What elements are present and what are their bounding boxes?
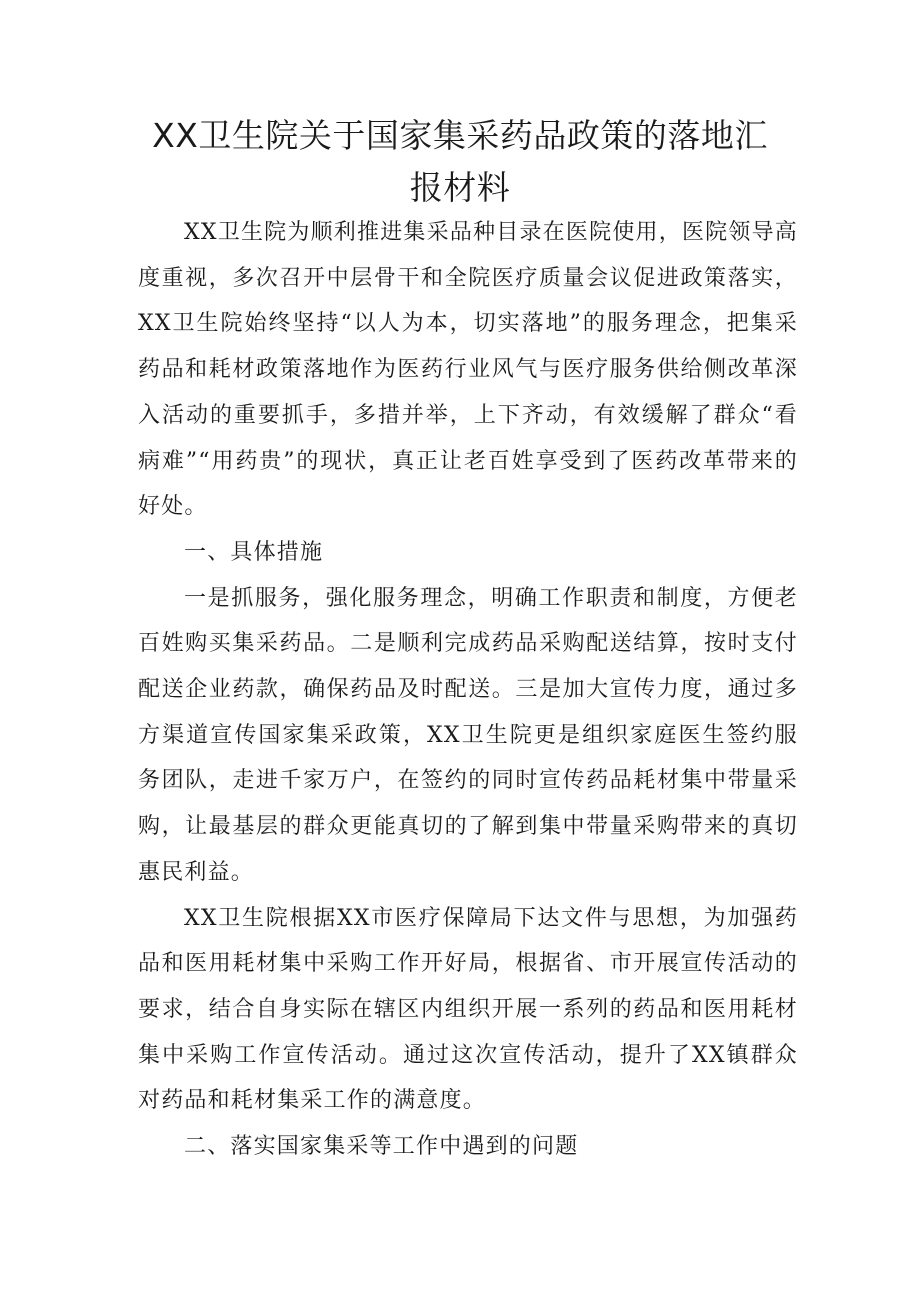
measures-paragraph: 一是抓服务，强化服务理念，明确工作职责和制度，方便老百姓购买集采药品。二是顺利完成药品采购配送结算，按时支付配送企业药款，确保药品及时配送。三是加大宣传力度，通过多方渠道宣传国家集采政策，XX卫生院更是组织家庭医生签约服务团队，走进千家万户，在签约的同时宣传药品耗材集中带量采购，让最基层的群众更能真切的了解到集中带量采购带来的真切惠民利益。 <box>138 585 798 885</box>
document-body <box>138 210 798 1170</box>
intro-paragraph: XX卫生院为顺利推进集采品种目录在医院使用，医院领导高度重视，多次召开中层骨干和全院医疗质量会议促进政策落实，XX卫生院始终坚持“以人为本，切实落地”的服务理念，把集采药品和耗材政策落地作为医药行业风气与医疗服务供给侧改革深入活动的重要抓手，多措并举，上下齐动，有效缓解了群众“看病难”“用药贵”的现状，真正让老百姓享受到了医药改革带来的好处。 <box>138 220 798 520</box>
title-line-1: XX卫生院关于国家集采药品政策的落地汇 <box>152 116 768 155</box>
section-heading-measures: 一、具体措施 <box>184 539 324 565</box>
section-heading-problems: 二、落实国家集采等工作中遇到的问题 <box>184 1134 579 1160</box>
document-title <box>138 110 782 214</box>
publicity-paragraph: XX卫生院根据XX市医疗保障局下达文件与思想，为加强药品和医用耗材集中采购工作开好局，根据省、市开展宣传活动的要求，结合自身实际在辖区内组织开展一系列的药品和医用耗材集中采购工作宣传活动。通过这次宣传活动，提升了XX镇群众对药品和耗材集采工作的满意度。 <box>138 905 798 1114</box>
title-line-2: 报材料 <box>409 168 511 207</box>
